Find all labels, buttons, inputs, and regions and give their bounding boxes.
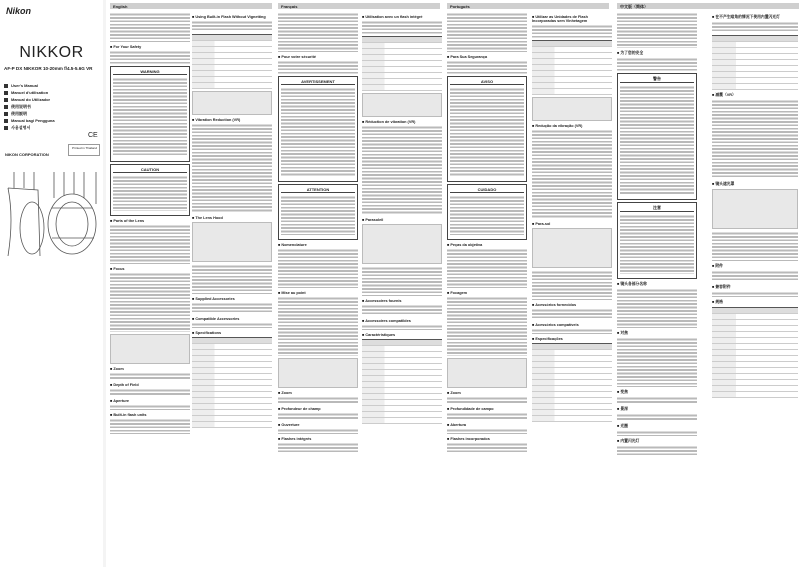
- section-heading: ■ Parasoleil: [362, 218, 442, 222]
- warning-box: [447, 76, 527, 182]
- section-heading: ■ Utilisation avec un flash intégré: [362, 15, 442, 19]
- body-text-lines: [620, 214, 694, 274]
- section-heading: ■ Pour votre sécurité: [278, 55, 358, 59]
- body-text-lines: [617, 12, 697, 48]
- page-divider: [103, 0, 106, 567]
- body-text-lines: [362, 85, 442, 91]
- section-heading: ■ 规格: [712, 300, 798, 305]
- body-text-lines: [278, 428, 358, 434]
- body-text-lines: [278, 412, 358, 420]
- figure: [192, 91, 272, 115]
- body-text-lines: [362, 418, 442, 424]
- printed-in: Printed in Thailand: [68, 144, 100, 156]
- figure: [447, 358, 527, 388]
- body-text-lines: [617, 396, 697, 404]
- body-text-lines: [532, 328, 612, 334]
- body-text-lines: [447, 248, 527, 288]
- caution-box: [617, 202, 697, 279]
- section-heading: ■ Réduction de vibration (VR): [362, 120, 442, 124]
- nikon-logo: Nikon: [6, 6, 32, 16]
- body-text-lines: [192, 20, 272, 32]
- section-heading: ■ Accessoires compatibles: [362, 319, 442, 323]
- section-heading: ■ Accessoires fournis: [362, 299, 442, 303]
- section-heading: ■ Caractéristiques: [362, 333, 442, 337]
- body-text-lines: [192, 123, 272, 213]
- section-heading: ■ Mise au point: [278, 291, 358, 295]
- body-text-lines: [362, 20, 442, 34]
- body-text-lines: [281, 195, 355, 235]
- warning-box: [110, 66, 190, 162]
- warning-title: AVISO: [450, 79, 524, 85]
- body-text-lines: [712, 84, 798, 90]
- body-text-lines: [447, 442, 527, 452]
- caution-title: CUIDADO: [450, 187, 524, 193]
- language-header-french: Français: [278, 3, 440, 9]
- body-text-lines: [110, 388, 190, 396]
- figure: [532, 97, 612, 121]
- flash-table: [362, 36, 442, 91]
- body-text-lines: [278, 296, 358, 356]
- section-heading: ■ 镜头各部分名称: [617, 282, 697, 287]
- section-heading: ■ Especificações: [532, 337, 612, 341]
- section-heading: ■ 兼容附件: [712, 285, 798, 290]
- body-text-lines: [532, 24, 612, 38]
- body-text-lines: [447, 12, 527, 52]
- section-heading: ■ Aperture: [110, 399, 190, 403]
- french-column-2: [362, 12, 442, 426]
- section-heading: ■ 为了您的安全: [617, 51, 697, 56]
- section-heading: ■ Flashes incorporados: [447, 437, 527, 441]
- body-text-lines: [617, 413, 697, 421]
- section-heading: ■ Redução da vibração (VR): [532, 124, 612, 128]
- body-text-lines: [617, 337, 697, 387]
- section-heading: ■ Zoom: [447, 391, 527, 395]
- section-heading: ■ Para-sol: [532, 222, 612, 226]
- body-text-lines: [278, 396, 358, 404]
- manual-item: 사용설명서: [4, 124, 55, 131]
- portuguese-column-2: [532, 12, 612, 424]
- body-text-lines: [712, 291, 798, 297]
- section-heading: ■ Nomenclature: [278, 243, 358, 247]
- body-text-lines: [110, 50, 190, 64]
- section-heading: ■ Parts of the Lens: [110, 219, 190, 223]
- section-heading: ■ Flashes intégrés: [278, 437, 358, 441]
- body-text-lines: [447, 412, 527, 420]
- manual-item: Manual do Utilizador: [4, 96, 55, 103]
- section-heading: ■ Acessórios fornecidos: [532, 303, 612, 307]
- section-heading: ■ 减震（VR）: [712, 93, 798, 98]
- flash-table: [192, 34, 272, 89]
- figure: [110, 334, 190, 364]
- section-heading: ■ Profondeur de champ: [278, 407, 358, 411]
- section-heading: ■ Depth of Field: [110, 383, 190, 387]
- hood-figure: [532, 228, 612, 268]
- body-text-lines: [532, 416, 612, 422]
- body-text-lines: [110, 12, 190, 42]
- manual-item: Manuel d'utilisation: [4, 89, 55, 96]
- section-heading: ■ Zoom: [278, 391, 358, 395]
- manual-item: 使用说明书: [4, 103, 55, 110]
- body-text-lines: [617, 445, 697, 455]
- flash-table: [532, 40, 612, 95]
- french-column-1: [278, 12, 358, 454]
- caution-box: [278, 184, 358, 240]
- body-text-lines: [278, 442, 358, 452]
- specifications-table: [712, 307, 798, 398]
- ce-mark: CE: [88, 132, 98, 139]
- section-heading: ■ Supplied Accessories: [192, 297, 272, 301]
- section-heading: ■ 附件: [712, 264, 798, 269]
- body-text-lines: [532, 270, 612, 300]
- caution-box: [110, 164, 190, 216]
- caution-title: ATTENTION: [281, 187, 355, 193]
- manual-item: Manual bagi Pengguna: [4, 117, 55, 124]
- section-heading: ■ Using Built-in Flash Without Vignetting: [192, 15, 272, 19]
- language-header-portuguese: Português: [447, 3, 609, 9]
- body-text-lines: [617, 57, 697, 71]
- section-heading: ■ Para Sua Segurança: [447, 55, 527, 59]
- lens-diagram: [4, 168, 100, 258]
- body-text-lines: [278, 12, 358, 52]
- body-text-lines: [617, 288, 697, 328]
- manual-item: User's Manual: [4, 82, 55, 89]
- warning-title: AVERTISSEMENT: [281, 79, 355, 85]
- body-text-lines: [447, 60, 527, 74]
- body-text-lines: [532, 89, 612, 95]
- body-text-lines: [532, 129, 612, 219]
- section-heading: ■ 变焦: [617, 390, 697, 395]
- warning-title: 警告: [620, 76, 694, 83]
- body-text-lines: [110, 418, 190, 434]
- section-heading: ■ Acessórios compatíveis: [532, 323, 612, 327]
- body-text-lines: [192, 322, 272, 328]
- figure: [362, 93, 442, 117]
- corporation-name: NIKON CORPORATION: [5, 152, 49, 157]
- section-heading: ■ Focagem: [447, 291, 527, 295]
- cover-panel: [0, 0, 103, 567]
- body-text-lines: [362, 304, 442, 316]
- warning-box: [617, 73, 697, 200]
- body-text-lines: [712, 99, 798, 179]
- section-heading: ■ Ouverture: [278, 423, 358, 427]
- section-heading: ■ 内置闪光灯: [617, 439, 697, 444]
- brand-title: NIKKOR: [19, 44, 84, 61]
- section-heading: ■ Focus: [110, 267, 190, 271]
- section-heading: ■ 在不产生暗角的情况下使用内置闪光灯: [712, 15, 798, 20]
- body-text-lines: [192, 83, 272, 89]
- section-heading: ■ Vibration Reduction (VR): [192, 118, 272, 122]
- body-text-lines: [110, 372, 190, 380]
- body-text-lines: [362, 324, 442, 330]
- manual-language-list: [4, 82, 55, 131]
- body-text-lines: [450, 195, 524, 235]
- body-text-lines: [110, 404, 190, 410]
- body-text-lines: [532, 308, 612, 320]
- english-column-1: [110, 12, 190, 436]
- section-heading: ■ Profundidade de campo: [447, 407, 527, 411]
- section-heading: ■ Utilizar as Unidades de Flash Incorporadas sem Vinhetagem: [532, 15, 612, 23]
- body-text-lines: [712, 392, 798, 398]
- caution-title: CAUTION: [113, 167, 187, 173]
- body-text-lines: [192, 264, 272, 294]
- section-heading: ■ Abertura: [447, 423, 527, 427]
- section-heading: ■ 对焦: [617, 331, 697, 336]
- section-heading: ■ Built-in flash units: [110, 413, 190, 417]
- specifications-table: [362, 339, 442, 424]
- hood-figure: [712, 189, 798, 229]
- body-text-lines: [447, 296, 527, 356]
- section-heading: ■ The Lens Hood: [192, 216, 272, 220]
- language-header-chinese: 中文版（简体）: [617, 3, 799, 9]
- english-column-2: [192, 12, 272, 430]
- section-heading: ■ For Your Safety: [110, 45, 190, 49]
- lens-model: AF-P DX NIKKOR 10-20mm f/4.5-5.6G VR: [4, 66, 93, 71]
- chinese-column-2: [712, 12, 798, 400]
- body-text-lines: [110, 224, 190, 264]
- hood-figure: [362, 224, 442, 264]
- manual-item: 使用説明: [4, 110, 55, 117]
- flash-table: [712, 35, 798, 90]
- warning-title: WARNING: [113, 69, 187, 75]
- figure: [278, 358, 358, 388]
- section-heading: ■ 镜头遮光罩: [712, 182, 798, 187]
- body-text-lines: [712, 231, 798, 261]
- body-text-lines: [447, 396, 527, 404]
- body-text-lines: [192, 422, 272, 428]
- specifications-table: [532, 343, 612, 422]
- body-text-lines: [192, 302, 272, 314]
- body-text-lines: [278, 60, 358, 74]
- caution-title: 注意: [620, 205, 694, 212]
- hood-figure: [192, 222, 272, 262]
- section-heading: ■ Specifications: [192, 331, 272, 335]
- body-text-lines: [110, 272, 190, 332]
- body-text-lines: [620, 85, 694, 195]
- caution-box: [447, 184, 527, 240]
- body-text-lines: [113, 77, 187, 157]
- language-header-english: English: [110, 3, 272, 9]
- chinese-column-1: [617, 12, 697, 457]
- section-heading: ■ 光圈: [617, 424, 697, 429]
- portuguese-column-1: [447, 12, 527, 454]
- body-text-lines: [617, 430, 697, 436]
- body-text-lines: [281, 87, 355, 177]
- section-heading: ■ Peças da objetiva: [447, 243, 527, 247]
- section-heading: ■ 景深: [617, 407, 697, 412]
- warning-box: [278, 76, 358, 182]
- body-text-lines: [278, 248, 358, 288]
- body-text-lines: [113, 175, 187, 211]
- body-text-lines: [712, 270, 798, 282]
- specifications-table: [192, 337, 272, 428]
- body-text-lines: [362, 125, 442, 215]
- body-text-lines: [447, 428, 527, 434]
- section-heading: ■ Compatible Accessories: [192, 317, 272, 321]
- body-text-lines: [450, 87, 524, 177]
- section-heading: ■ Zoom: [110, 367, 190, 371]
- body-text-lines: [362, 266, 442, 296]
- body-text-lines: [712, 21, 798, 33]
